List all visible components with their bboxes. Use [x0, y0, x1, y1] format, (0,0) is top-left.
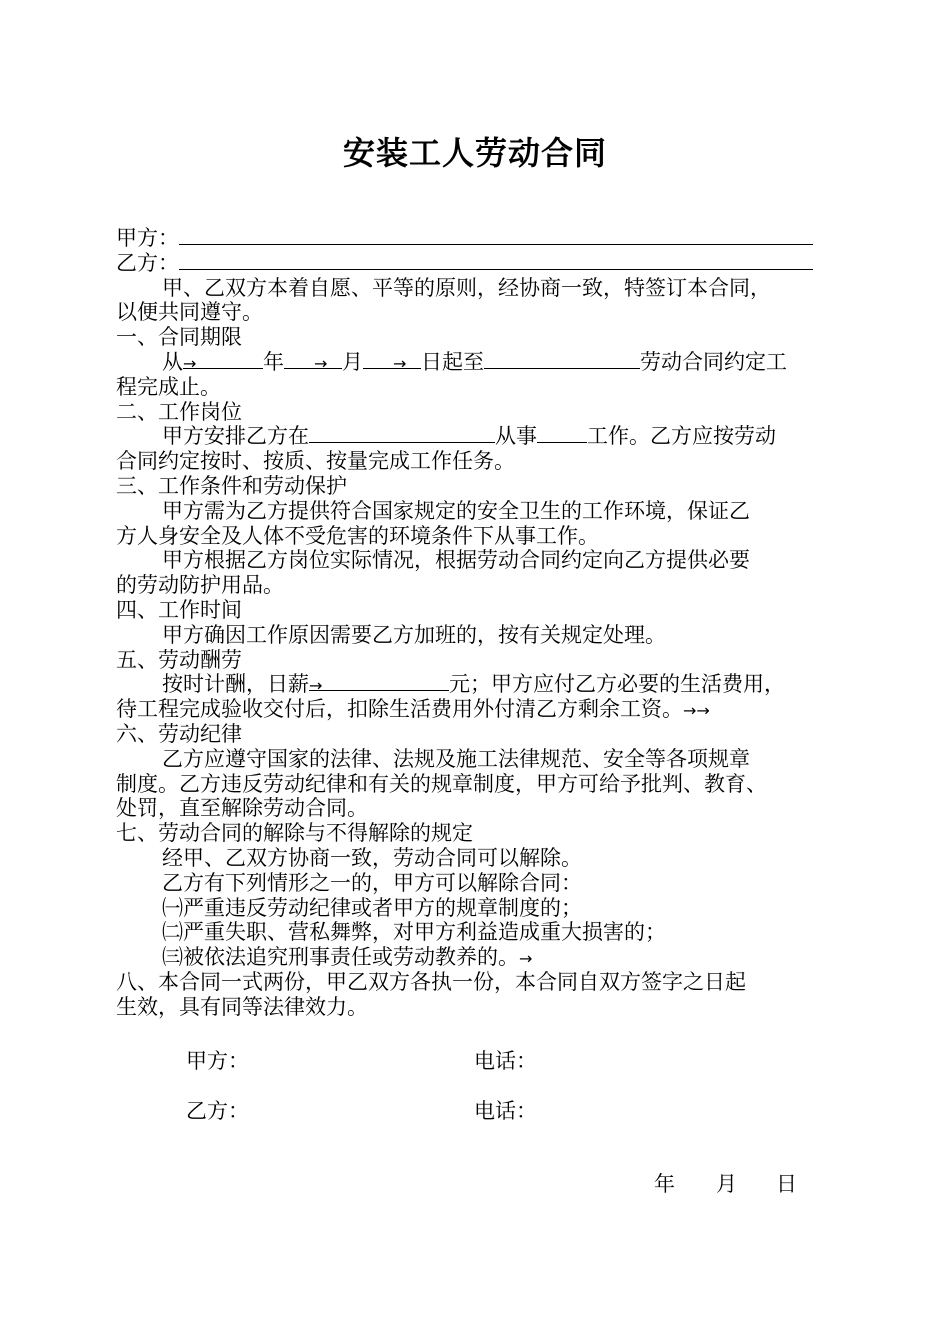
- party-b-label: 乙方：: [116, 250, 179, 275]
- post-location-blank: [309, 424, 495, 443]
- section-7-line-1: 经甲、乙双方协商一致，劳动合同可以解除。: [162, 845, 582, 870]
- section-8-line-1: 八、本合同一式两份，甲乙双方各执一份，本合同自双方签字之日起: [116, 969, 746, 994]
- date-day-label: 日: [776, 1172, 797, 1196]
- section-3-p1-line-1: 甲方需为乙方提供符合国家规定的安全卫生的工作环境，保证乙: [162, 498, 750, 523]
- section-4-text: 甲方确因工作原因需要乙方加班的，按有关规定处理。: [162, 622, 666, 647]
- signing-date: [654, 1168, 797, 1198]
- signature-party-a: 甲方：: [186, 1049, 249, 1073]
- section-4-heading: 四、工作时间: [116, 597, 242, 622]
- section-3-p2-line-1: 甲方根据乙方岗位实际情况，根据劳动合同约定向乙方提供必要: [162, 548, 750, 573]
- arrow-icon: →: [696, 701, 710, 721]
- wage-text-a: 按时计酬，日薪: [162, 672, 309, 697]
- section-6-line-3: 处罚，直至解除劳动合同。: [116, 796, 368, 821]
- post-text-a: 甲方安排乙方在: [162, 424, 309, 449]
- arrow-icon: →: [393, 353, 407, 373]
- term-from-label: 从: [162, 349, 183, 374]
- section-5-cont: [116, 697, 856, 722]
- term-year-label: 年: [263, 349, 284, 374]
- section-6-line-2: 制度。乙方违反劳动纪律和有关的规章制度，甲方可给予批判、教育、: [116, 771, 767, 796]
- section-1-term-line: [116, 350, 856, 375]
- term-day-label: 日起至: [421, 349, 484, 374]
- term-day-blank: [363, 350, 421, 373]
- section-3-heading: 三、工作条件和劳动保护: [116, 473, 347, 498]
- section-2-post-line: [116, 424, 856, 449]
- section-2-cont: 合同约定按时、按质、按量完成工作任务。: [116, 449, 515, 474]
- phone-party-b: 电话：: [474, 1099, 537, 1123]
- item-3-text: ㈢被依法追究刑事责任或劳动教养的。: [162, 945, 519, 970]
- phone-party-a: 电话：: [474, 1049, 537, 1073]
- term-until-label: 劳动合同约定工: [640, 349, 787, 374]
- arrow-icon: →: [519, 949, 533, 969]
- section-7-item-2: ㈡严重失职、营私舞弊，对甲方利益造成重大损害的；: [162, 920, 666, 945]
- wage-cont-text: 待工程完成验收交付后，扣除生活费用外付清乙方剩余工资。: [116, 697, 683, 722]
- date-month-label: 月: [716, 1172, 737, 1196]
- section-7-item-1: ㈠严重违反劳动纪律或者甲方的规章制度的；: [162, 895, 582, 920]
- section-5-heading: 五、劳动酬劳: [116, 647, 242, 672]
- intro-line-1: 甲、乙双方本着自愿、平等的原则，经协商一致，特签订本合同，: [162, 275, 771, 300]
- section-3-p1-line-2: 方人身安全及人体不受危害的环境条件下从事工作。: [116, 523, 599, 548]
- section-7-line-2: 乙方有下列情形之一的，甲方可以解除合同：: [162, 870, 582, 895]
- term-month-blank: [284, 350, 342, 373]
- contract-body: [116, 226, 856, 1020]
- section-7-heading: 七、劳动合同的解除与不得解除的规定: [116, 821, 473, 846]
- signature-party-b: 乙方：: [186, 1099, 249, 1123]
- section-1-cont: 程完成止。: [116, 374, 221, 399]
- daily-wage-blank: [309, 672, 449, 696]
- section-3-p2-line-2: 的劳动防护用品。: [116, 573, 284, 598]
- term-end-blank: [484, 350, 640, 369]
- post-job-blank: [537, 424, 587, 443]
- document-title: 安装工人劳动合同: [342, 134, 607, 172]
- section-6-line-1: 乙方应遵守国家的法律、法规及施工法律规范、安全等各项规章: [162, 746, 750, 771]
- section-2-heading: 二、工作岗位: [116, 399, 242, 424]
- section-7-item-3: [116, 945, 856, 970]
- party-a-blank: [179, 226, 813, 245]
- date-year-label: 年: [654, 1172, 675, 1196]
- term-month-label: 月: [342, 349, 363, 374]
- section-1-heading: 一、合同期限: [116, 325, 242, 350]
- arrow-icon: →: [183, 353, 197, 373]
- wage-text-b: 元；甲方应付乙方必要的生活费用，: [449, 672, 785, 697]
- arrow-icon: →: [314, 353, 328, 373]
- post-text-b: 从事: [495, 424, 537, 449]
- party-b-line: [116, 251, 856, 276]
- party-b-blank: [179, 251, 813, 270]
- term-year-blank: [183, 350, 263, 373]
- intro-line-2: 以便共同遵守。: [116, 300, 263, 325]
- section-5-wage-line: [116, 672, 856, 697]
- arrow-icon: →: [683, 701, 697, 721]
- party-a-label: 甲方：: [116, 226, 179, 250]
- section-8-line-2: 生效，具有同等法律效力。: [116, 994, 368, 1019]
- post-text-c: 工作。乙方应按劳动: [587, 424, 776, 449]
- party-a-line: [116, 226, 856, 251]
- section-6-heading: 六、劳动纪律: [116, 721, 242, 746]
- arrow-icon: →: [309, 676, 323, 696]
